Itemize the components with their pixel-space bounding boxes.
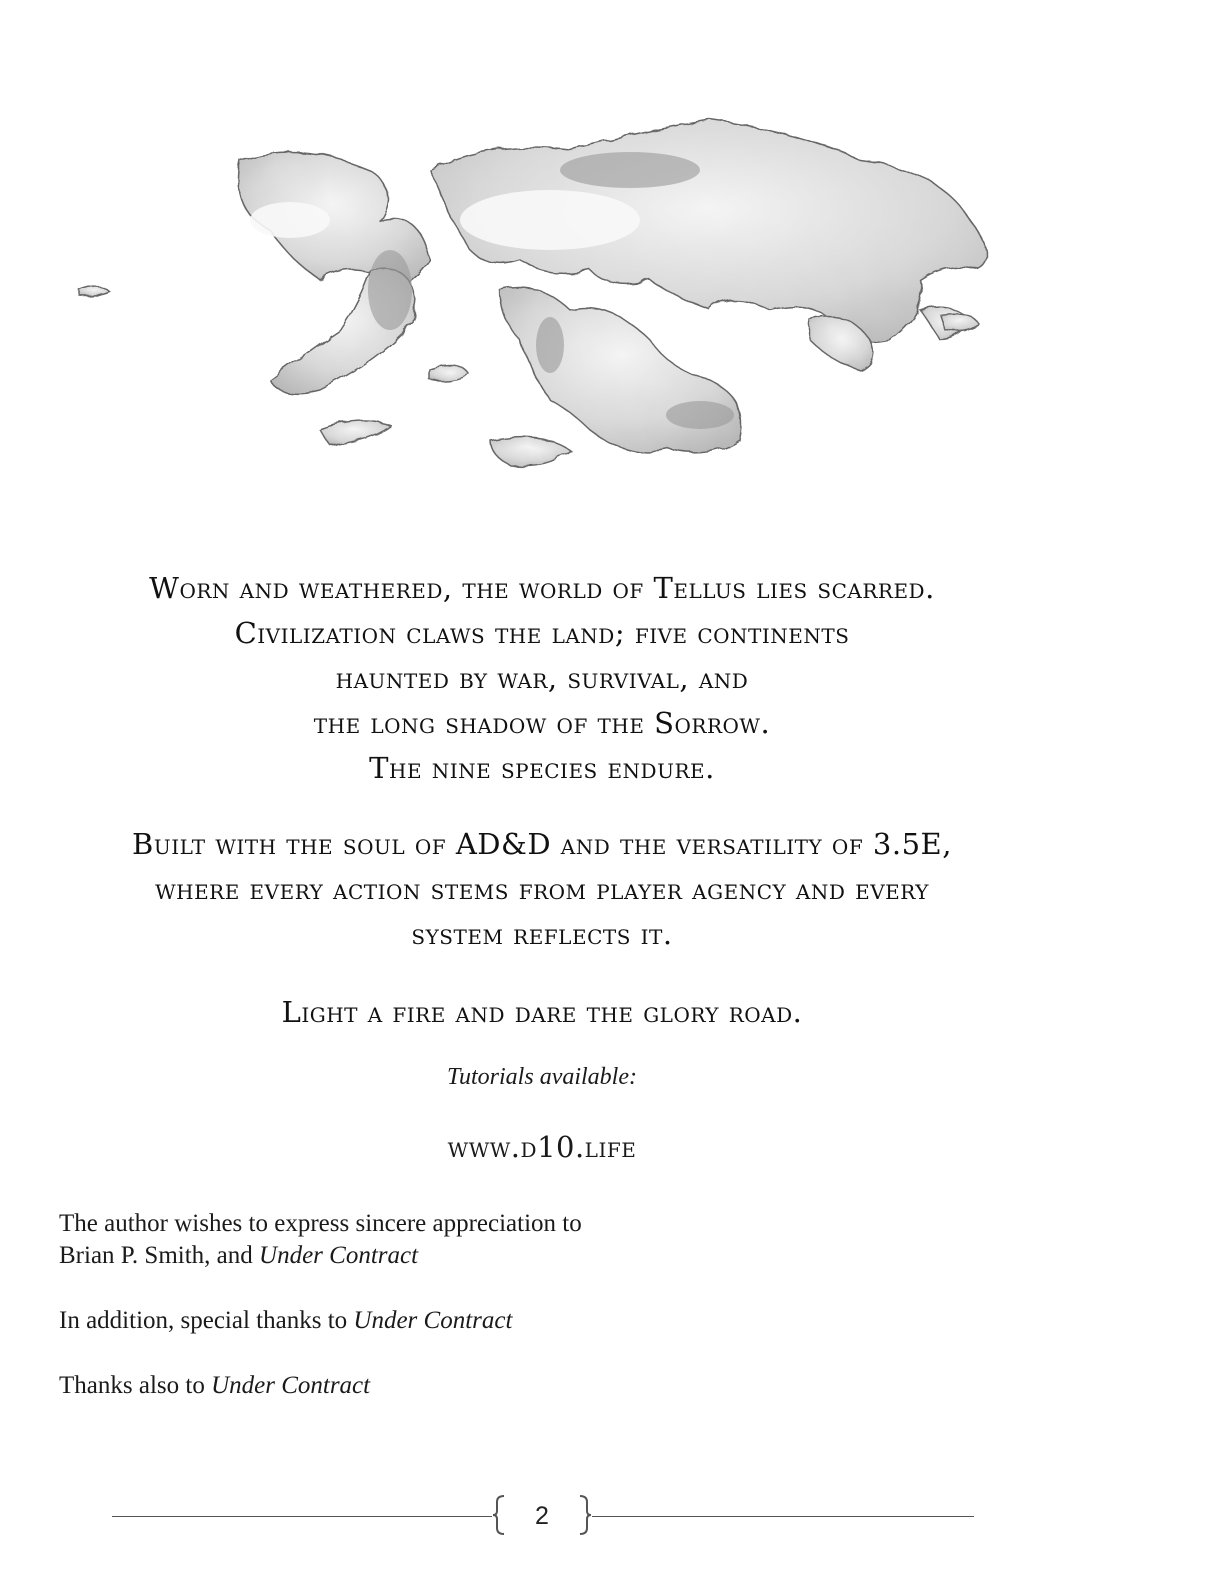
credits-text: The author wishes to express sincere appreciation to [59, 1210, 582, 1237]
intro-blurb [60, 566, 1024, 791]
credits-special-thanks [59, 1305, 959, 1337]
credits-italic: Under Contract [353, 1307, 513, 1334]
credits-italic: Under Contract [259, 1242, 419, 1269]
credits-text: In addition, special thanks to [59, 1307, 354, 1334]
world-map-illustration [70, 110, 1040, 530]
website-link[interactable]: www.d10.life [447, 1130, 637, 1164]
footer-rule-right [592, 1516, 974, 1517]
credits-appreciation [59, 1208, 959, 1272]
credits-thanks-also [59, 1370, 959, 1402]
intro-line: haunted by war, survival, and [335, 661, 749, 695]
right-brace-icon [578, 1494, 592, 1536]
footer-rule-left [112, 1516, 492, 1517]
credits-text: Thanks also to [59, 1372, 212, 1399]
system-blurb [60, 822, 1024, 957]
tagline-text: Light a fire and dare the glory road. [281, 995, 803, 1029]
page-number: 2 [535, 1502, 549, 1530]
page-footer [112, 1492, 974, 1540]
intro-line: Worn and weathered, the world of Tellus lies scarred. [149, 571, 935, 605]
intro-line: Civilization claws the land; five continents [234, 616, 850, 650]
intro-line: The nine species endure. [369, 751, 715, 785]
credits-text: Brian P. Smith, and [59, 1242, 260, 1269]
left-brace-icon [492, 1494, 506, 1536]
tagline [60, 990, 1024, 1035]
system-line: where every action stems from player agency and every [155, 872, 929, 906]
system-line: system reflects it. [411, 917, 673, 951]
intro-line: the long shadow of the Sorrow. [313, 706, 771, 740]
system-line: Built with the soul of AD&D and the versatility of 3.5E, [132, 827, 952, 861]
credits-italic: Under Contract [211, 1372, 371, 1399]
tutorials-label: Tutorials available: [446, 1064, 637, 1090]
